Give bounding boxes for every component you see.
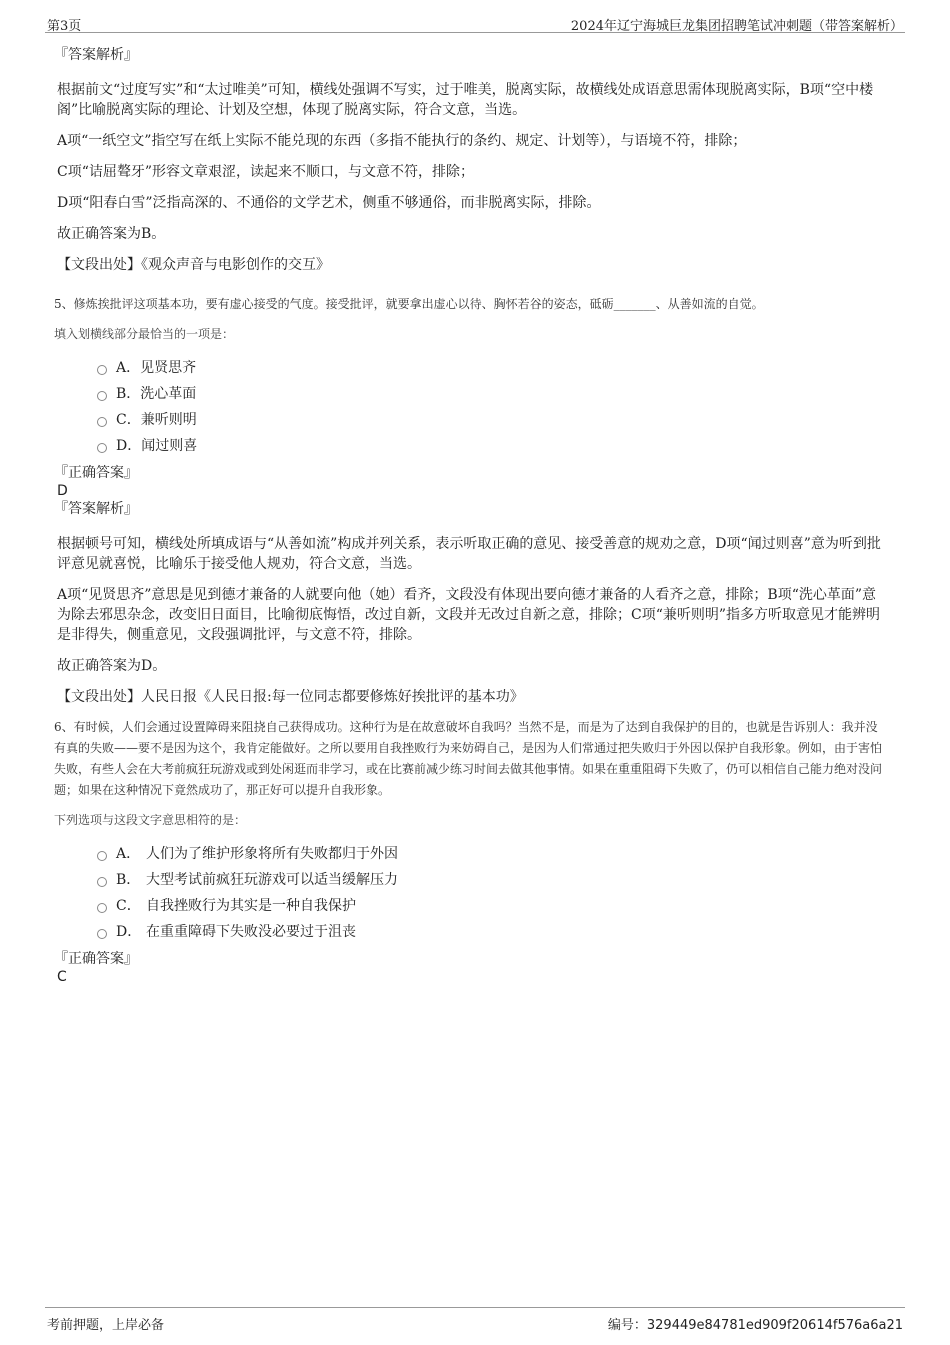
option-c[interactable]: C． 自我挫败行为其实是一种自我保护 (57, 893, 887, 919)
radio-icon[interactable] (97, 417, 107, 427)
analysis-paragraph: A项“一纸空文”指空写在纸上实际不能兑现的东西（多指不能执行的条约、规定、计划等），与语境不符，排除； (57, 133, 747, 149)
correct-answer-label: 『正确答案』 (54, 951, 138, 967)
analysis-paragraph: D项“阳春白雪”泛指高深的、不通俗的文学艺术，侧重不够通俗，而非脱离实际，排除。 (57, 195, 601, 211)
option-a[interactable]: A．见贤思齐 (57, 355, 887, 381)
analysis-label: 『答案解析』 (54, 47, 138, 63)
radio-icon[interactable] (97, 877, 107, 887)
radio-icon[interactable] (97, 929, 107, 939)
document-code (608, 1314, 903, 1333)
page-header (45, 12, 905, 33)
correct-answer-statement: 故正确答案为D。 (57, 658, 167, 674)
analysis-paragraph: 根据前文“过度写实”和“太过唯美”可知，横线处强调不写实，过于唯美，脱离实际，故横线处成语意思需体现脱离实际，B项“空中楼阁”比喻脱离实际的理论、计划及空想，体现了脱离实际，符合文意，当选。 (57, 82, 874, 118)
radio-icon[interactable] (97, 443, 107, 453)
analysis-paragraph: C项“诘屈聱牙”形容文章艰涩，读起来不顺口，与文意不符，排除； (57, 164, 475, 180)
option-list (57, 355, 887, 459)
code-label: 编号： (607, 1318, 647, 1333)
radio-icon[interactable] (97, 903, 107, 913)
question-stem: 6、有时候，人们会通过设置障碍来阻挠自己获得成功。这种行为是在故意破坏自我吗？当然不是，而是为了达到自我保护的目的，也就是告诉别人：我并没有真的失败——要不是因为这个，我肯定能做好。之所以要用自我挫败行为来妨碍自己，是因为人们常通过把失败归于外因以保护自我形象。例如，由于害怕失败，有些人会在大考前疯狂玩游戏或到处闲逛而非学习，或在比赛前减少练习时间去做其他事情。如果在重重阻碍下失败了，仍可以相信自己能力绝对没问题；如果在这种情况下竟然成功了，那正好可以提升自我形象。 (54, 720, 883, 797)
analysis-paragraph: 根据顿号可知，横线处所填成语与“从善如流”构成并列关系，表示听取正确的意见、接受善意的规劝之意，D项“闻过则喜”意为听到批评意见就喜悦，比喻乐于接受他人规劝，符合文意，当选。 (57, 536, 881, 572)
correct-answer: D (57, 483, 68, 499)
correct-answer-label: 『正确答案』 (54, 465, 138, 481)
footer-slogan: 考前押题，上岸必备 (47, 1318, 165, 1333)
correct-answer-statement: 故正确答案为B。 (57, 226, 166, 242)
question-6 (54, 717, 887, 986)
analysis-label: 『答案解析』 (54, 501, 138, 517)
document-title: 2024年辽宁海城巨龙集团招聘笔试冲刺题（带答案解析） (570, 19, 903, 34)
option-a[interactable]: A． 人们为了维护形象将所有失败都归于外因 (57, 841, 887, 867)
option-c[interactable]: C．兼听则明 (57, 407, 887, 433)
option-b[interactable]: B．洗心革面 (57, 381, 887, 407)
radio-icon[interactable] (97, 851, 107, 861)
source-citation: 【文段出处】人民日报《人民日报:每一位同志都要修炼好挨批评的基本功》 (57, 689, 524, 705)
option-d[interactable]: D．闻过则喜 (57, 433, 887, 459)
analysis-paragraph: A项“见贤思齐”意思是见到德才兼备的人就要向他（她）看齐，文段没有体现出要向德才兼备的人看齐之意，排除；B项“洗心革面”意为除去邪思杂念，改变旧日面目，比喻彻底悔悟，改过自新，文段并无改过自新之意，排除；C项“兼听则明”指多方听取意见才能辨明是非得失，侧重意见，文段强调批评，与文意不符，排除。 (57, 587, 881, 643)
radio-icon[interactable] (97, 365, 107, 375)
question-prompt: 填入划横线部分最恰当的一项是： (54, 327, 235, 341)
correct-answer: C (57, 969, 67, 985)
radio-icon[interactable] (97, 391, 107, 401)
page-number: 第3页 (47, 19, 82, 34)
question-prompt: 下列选项与这段文字意思相符的是： (54, 813, 247, 827)
page-footer (45, 1307, 905, 1333)
page-content (54, 46, 887, 986)
question-stem: 5、修炼挨批评这项基本功，要有虚心接受的气度。接受批评，就要拿出虚心以待、胸怀若谷的姿态，砥砺_______、从善如流的自觉。 (54, 297, 764, 311)
option-d[interactable]: D． 在重重障碍下失败没必要过于沮丧 (57, 919, 887, 945)
option-b[interactable]: B． 大型考试前疯狂玩游戏可以适当缓解压力 (57, 867, 887, 893)
code-value: 329449e84781ed909f20614f576a6a21 (646, 1318, 903, 1333)
option-list (57, 841, 887, 945)
source-citation: 【文段出处】《观众声音与电影创作的交互》 (57, 257, 330, 273)
question-5 (54, 294, 887, 707)
